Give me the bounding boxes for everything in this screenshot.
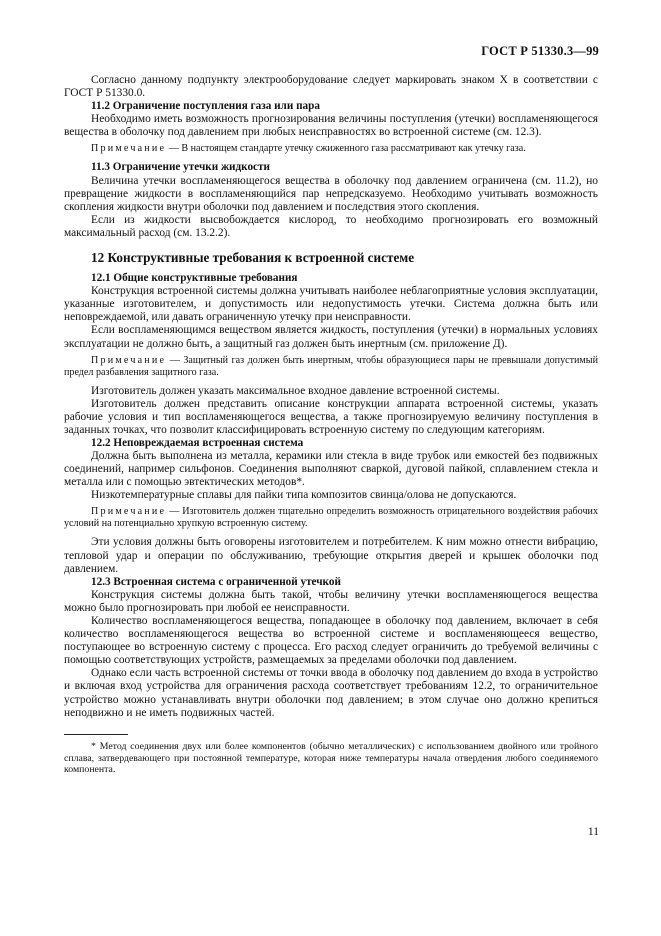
note-3-label: Примечание — [91, 506, 167, 518]
section-12-3-paragraph-b: Количество воспламеняющегося вещества, попадающее в оболочку под давлением, включает в себя количество воспламеняющегося вещества во встроенной системе и воспламеняющееся вещество, поступающее во встроенную систему с процесса. Его расход следует ограничить до требуемой величины с помощью соответствующих устройств, размещаемых за пределами оболочки под давлением. — [64, 615, 598, 667]
section-12-1-paragraph-a: Конструкция встроенной системы должна учитывать наиболее неблагоприятные условия эксплуатации, указанные изготовителем, и допустимость или недопустимость утечки. Система должна быть или неповреждаемой, или давать ограниченную утечку при неисправности. — [64, 285, 598, 324]
section-11-3-heading: 11.3 Ограничение утечки жидкости — [91, 161, 270, 174]
page-number: 11 — [587, 826, 599, 838]
note-2-text: — Защитный газ должен быть инертным, чтобы образующиеся пары не превышали допустимый предел разбавления защитного газа. — [64, 354, 598, 378]
section-11-3-paragraph-b: Если из жидкости высвобождается кислород, то необходимо прогнозировать его возможный максимальный расход (см. 13.2.2). — [64, 213, 598, 239]
section-11-3-paragraph-a: Величина утечки воспламеняющегося вещества в оболочку под давлением ограничена (см. 11.2), но превращение жидкости в воспламеняющийся пар непредсказуемо. Необходимо учитывать возможность скопления жидкости внутри оболочки под давлением и последствия этого скопления. — [64, 174, 598, 213]
footnote-divider — [64, 734, 128, 735]
section-12-1-heading: 12.1 Общие конструктивные требования — [91, 272, 298, 285]
note-3-text: — Изготовитель должен тщательно определить возможность отрицательного воздействия рабочих условий на потенциально хрупкую встроенную систему. — [64, 506, 598, 530]
note-1 — [64, 143, 598, 155]
note-1-text: — В настоящем стандарте утечку сжиженного газа рассматривают как утечку газа. — [166, 143, 526, 155]
section-12-1-paragraph-d: Изготовитель должен представить описание конструкции аппарата встроенной системы, указать рабочие условия и тип воспламеняющегося вещества, а также прогнозируемую величину поступления в заданных точках, что позволит классифицировать встроенную систему по следующим категориям. — [64, 397, 598, 436]
section-12-1-paragraph-c: Изготовитель должен указать максимальное входное давление встроенной системы. — [91, 384, 500, 397]
note-2 — [64, 355, 598, 379]
section-12-2-heading: 12.2 Неповреждаемая встроенная система — [91, 436, 304, 449]
section-12-heading: 12 Конструктивные требования к встроенной системе — [91, 250, 415, 266]
note-2-label: Примечание — [91, 354, 167, 366]
page-body — [64, 74, 598, 776]
section-12-1-paragraph-b: Если воспламеняющимся веществом является жидкость, поступления (утечки) в нормальных условиях эксплуатации не должно быть, а защитный газ должен быть инертным (см. приложение Д). — [64, 324, 598, 350]
footnote: * Метод соединения двух или более компонентов (обычно металлических) с использованием двойного или тройного сплава, затвердевающего при постоянной температуре, которая ниже температуры начала отвердения любого соединяемого компонента. — [64, 740, 598, 776]
section-12-3-paragraph-a: Конструкция системы должна быть такой, чтобы величину утечки воспламеняющегося вещества можно было прогнозировать при любой ее неисправности. — [64, 588, 598, 614]
note-3 — [64, 506, 598, 530]
section-12-3-heading: 12.3 Встроенная система с ограниченной утечкой — [91, 575, 341, 588]
note-1-label: Примечание — [91, 143, 167, 155]
section-12-2-paragraph-c: Эти условия должны быть оговорены изготовителем и потребителем. К ним можно отнести вибрацию, тепловой удар и операции по обслуживанию, требующие открытия дверей и крышек оболочки под давлением. — [64, 536, 598, 575]
intro-paragraph: Согласно данному подпункту электрооборудование следует маркировать знаком X в соответствии с ГОСТ Р 51330.0. — [64, 74, 598, 100]
section-12-2-paragraph-b: Низкотемпературные сплавы для пайки типа композитов свинца/олова не допускаются. — [91, 489, 517, 502]
section-12-3-paragraph-c: Однако если часть встроенной системы от точки ввода в оболочку под давлением до входа в устройство и включая вход устройства для ограничения расхода соответствует требованиям 12.2, то ограничительное устройство можно устанавливать внутри оболочки под давлением; в этом случае оно должно крепиться неподвижно и не иметь подвижных частей. — [64, 667, 598, 719]
section-12-2-paragraph-a: Должна быть выполнена из металла, керамики или стекла в виде трубок или емкостей без подвижных соединений, например сильфонов. Соединения выполняют сваркой, дуговой пайкой, сплавлением стекла и металла или с помощью эвтектических методов*. — [64, 450, 598, 489]
section-11-2-paragraph: Необходимо иметь возможность прогнозирования величины поступления (утечки) воспламеняющегося вещества в оболочку под давлением при любых неисправностях во встроенной системе (см. 12.3). — [64, 113, 598, 139]
section-11-2-heading: 11.2 Ограничение поступления газа или пара — [91, 100, 320, 113]
document-header: ГОСТ Р 51330.3—99 — [481, 44, 599, 58]
